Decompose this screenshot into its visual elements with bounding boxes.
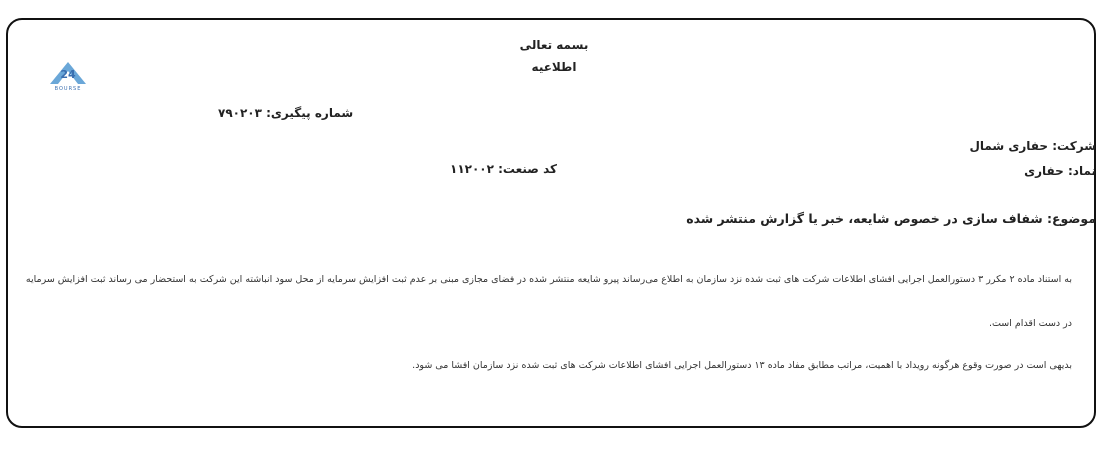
tracking-number: شماره پیگیری: ۷۹۰۲۰۳ [218,106,354,120]
ticker-symbol: نماد: حفاری [1024,164,1096,178]
body-paragraph-2: در دست اقدام است. [988,318,1072,329]
industry-code: کد صنعت: ۱۱۲۰۰۲ [450,162,557,176]
svg-text:24: 24 [60,68,76,81]
body-paragraph-3: بدیهی است در صورت وقوع هرگونه رویداد با اهمیت، مراتب مطابق مفاد ماده ۱۳ دستورالعمل اجرایی افشای اطلاعات شرکت های ثبت شده نزد سازمان افشا می شود. [412,360,1072,371]
company-name: شرکت: حفاری شمال [969,139,1096,153]
header-announcement: اطلاعیه [531,60,577,74]
header-basmala: بسمه تعالی [519,38,589,52]
subject-line: موضوع: شفاف سازی در خصوص شایعه، خبر یا گزارش منتشر شده [686,211,1096,226]
bourse24-logo-icon [44,58,92,98]
body-paragraph-1: به استناد ماده ۲ مکرر ۳ دستورالعمل اجرایی افشای اطلاعات شرکت های ثبت شده نزد سازمان به اطلاع می‌رساند پیرو شایعه منتشر شده در فضای مجازی مبنی بر عدم ثبت افزایش سرمایه از محل سود انباشته این شرکت به استحضار می رساند ثبت افزایش سرمایه [25,274,1072,285]
logo-text: BOURSE [54,86,82,92]
